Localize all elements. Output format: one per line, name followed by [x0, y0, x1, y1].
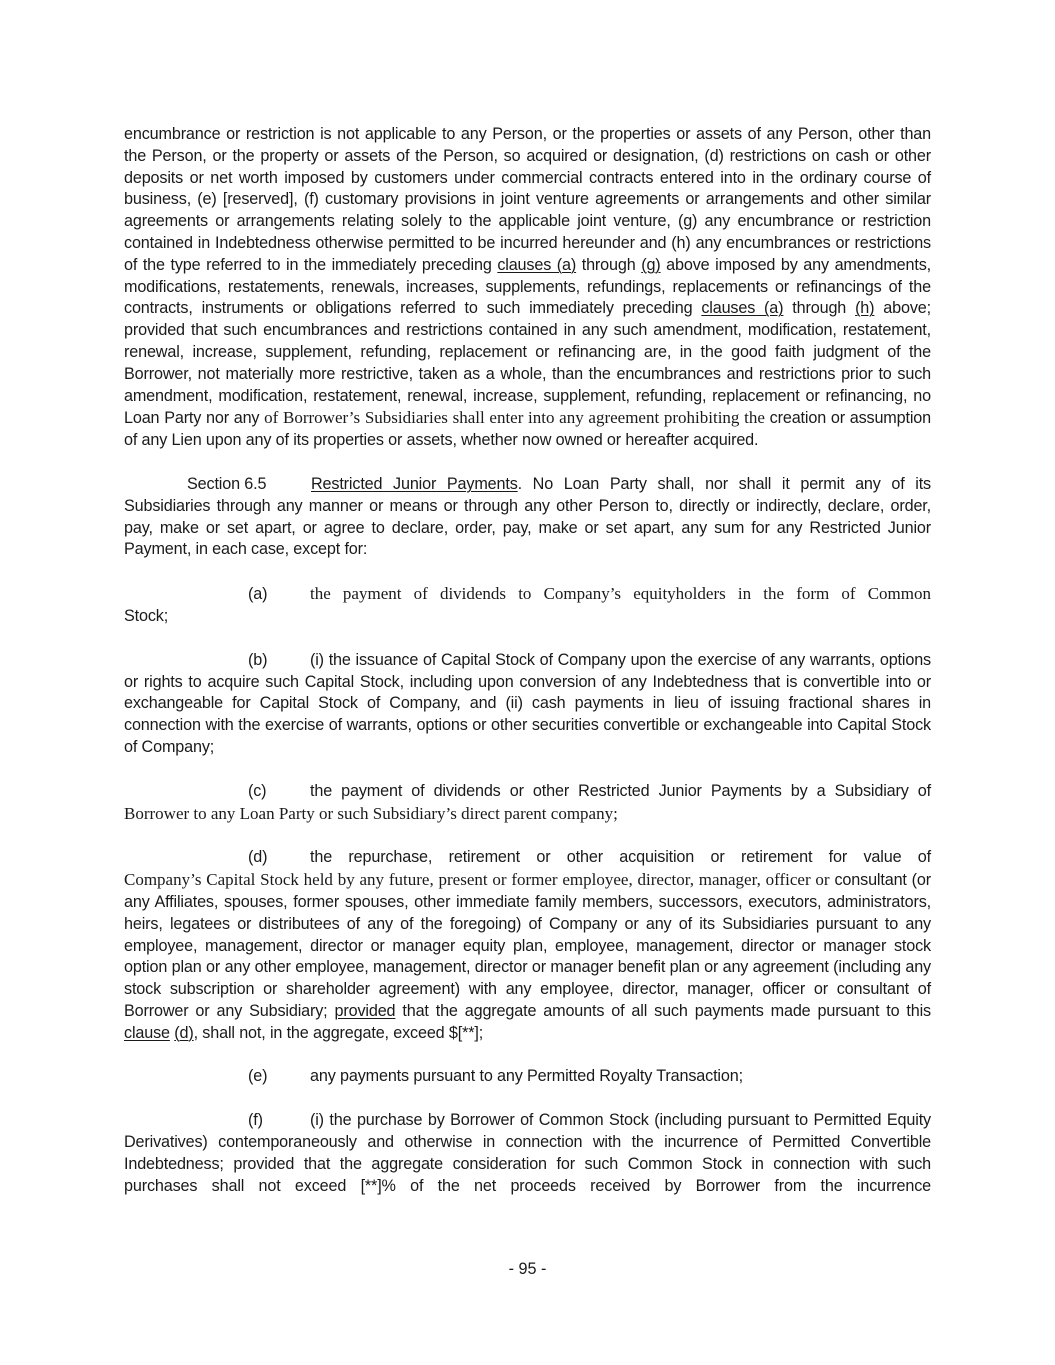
item-text: (i) the issuance of Capital Stock of Company upon the exercise of any warrants, options or rights to acquire such Capital Stock, including upon conversion of any Indebtedness that is convertible into or exchangeable for Capital Stock of Company, and (ii) cash payments in lieu of issuing fractional shares in connection with the exercise of warrants, options or other securities convertible or exchangeable into Capital Stock of Company;: [124, 650, 931, 756]
item-a-continuation: [124, 606, 931, 628]
defined-term: provided: [334, 1001, 396, 1020]
item-c-continuation: [124, 803, 931, 826]
page-number: - 95 -: [508, 1260, 547, 1278]
text-run: of Borrower’s Subsidiaries shall enter into any agreement prohibiting the: [264, 408, 765, 428]
text-run: creation or assumption of any Lien upon any of its properties or assets, whether now owned or hereafter acquired.: [124, 409, 931, 450]
item-text: the repurchase, retirement or other acquisition or retirement for value of: [310, 848, 931, 867]
text-run: above imposed by any amendments, modifications, restatements, renewals, increases, supplements, refundings, replacements or refinancings of the contracts, instruments or obligations referred to such immediately preceding: [124, 255, 931, 318]
item-d-continuation: [124, 869, 931, 1044]
item-a: [124, 583, 931, 606]
item-text: Borrower to any Loan Party or such Subsidiary’s direct parent company;: [124, 803, 618, 823]
clause-reference: (h): [855, 299, 875, 318]
item-b: [124, 650, 931, 759]
item-e: [124, 1066, 931, 1088]
section-title: Restricted Junior Payments: [311, 474, 518, 493]
item-text: Company’s Capital Stock held by any future, present or former employee, director, manager, officer or: [124, 870, 830, 890]
text-run: through: [576, 255, 642, 274]
item-label: (f): [248, 1111, 263, 1130]
item-text: consultant (or any Affiliates, spouses, former spouses, other immediate family members, successors, executors, administrators, heirs, legatees or distributees of any of the foregoing) of Company or any of its Subsidiaries pursuant to any employee, management, director or manager equity plan, employee, management, director or manager stock option plan or any other employee, management, director or manager benefit plan or any agreement (including any stock subscription or shareholder agreement) with any employee, director, manager, officer or consultant of Borrower or any Subsidiary;: [124, 871, 931, 1020]
item-text: Stock;: [124, 606, 169, 625]
item-label: (d): [248, 848, 268, 867]
clause-reference: clauses (a): [701, 299, 784, 318]
item-text: (i) the purchase by Borrower of Common Stock (including pursuant to Permitted Equity Derivatives) contemporaneously and otherwise in connection with the incurrence of Permitted Convertible Indebtedness; provided that the aggregate consideration for such Common Stock in connection with such purchases shall not exceed [**]% of the net proceeds received by Borrower from the incurrence: [124, 1111, 931, 1195]
section-body: . No Loan Party shall, nor shall it permit any of its Subsidiaries through any manner or means or through any other Person to, directly or indirectly, declare, order, pay, make or set apart, or agree to declare, order, pay, make or set apart, any sum for any Restricted Junior Payment, in each case, except for:: [124, 474, 931, 559]
text-run: encumbrance or restriction is not applicable to any Person, or the properties or assets of any Person, other than the Person, or the property or assets of the Person, so acquired or designation, (d) restrictions on cash or other deposits or net worth imposed by customers under commercial contracts entered into in the ordinary course of business, (e) [reserved], (f) customary provisions in joint venture agreements or arrangements and other similar agreements or arrangements relating solely to the applicable joint venture, (g) any encumbrance or restriction contained in Indebtedness otherwise permitted to be incurred hereunder and (h) any encumbrances or restrictions of the type referred to in the immediately preceding: [124, 125, 931, 274]
item-text: the payment of dividends to Company’s equityholders in the form of Common: [310, 584, 931, 604]
item-f: [124, 1110, 931, 1197]
item-text: , shall not, in the aggregate, exceed $[**];: [193, 1023, 484, 1042]
document-page: [124, 124, 931, 1197]
section-number: Section 6.5: [187, 474, 267, 493]
item-text: the payment of dividends or other Restricted Junior Payments by a Subsidiary of: [310, 781, 931, 800]
intro-paragraph: [124, 124, 931, 452]
item-text: any payments pursuant to any Permitted Royalty Transaction;: [310, 1067, 743, 1086]
text-run: through: [783, 299, 856, 318]
item-text: that the aggregate amounts of all such payments made pursuant to this: [395, 1001, 932, 1020]
clause-reference: (d): [174, 1023, 194, 1042]
item-label: (a): [248, 585, 268, 604]
clause-reference: (g): [641, 255, 661, 274]
item-label: (e): [248, 1067, 268, 1086]
item-label: (c): [248, 781, 267, 800]
item-label: (b): [248, 650, 268, 669]
section-6-5-paragraph: [124, 474, 931, 561]
text-run: above; provided that such encumbrances and restrictions contained in any such amendment, modification, restatement, renewal, increase, supplement, refunding, replacement or refinancing are, in the good faith judgment of the Borrower, not materially more restrictive, taken as a whole, than the encumbrances and restrictions prior to such amendment, modification, restatement, renewal, increase, supplement, refunding, replacement or refinancing, no Loan Party nor any: [124, 299, 932, 428]
item-d: [124, 847, 931, 869]
clause-reference: clause: [124, 1023, 170, 1042]
clause-reference: clauses (a): [497, 255, 577, 274]
item-c: [124, 781, 931, 803]
